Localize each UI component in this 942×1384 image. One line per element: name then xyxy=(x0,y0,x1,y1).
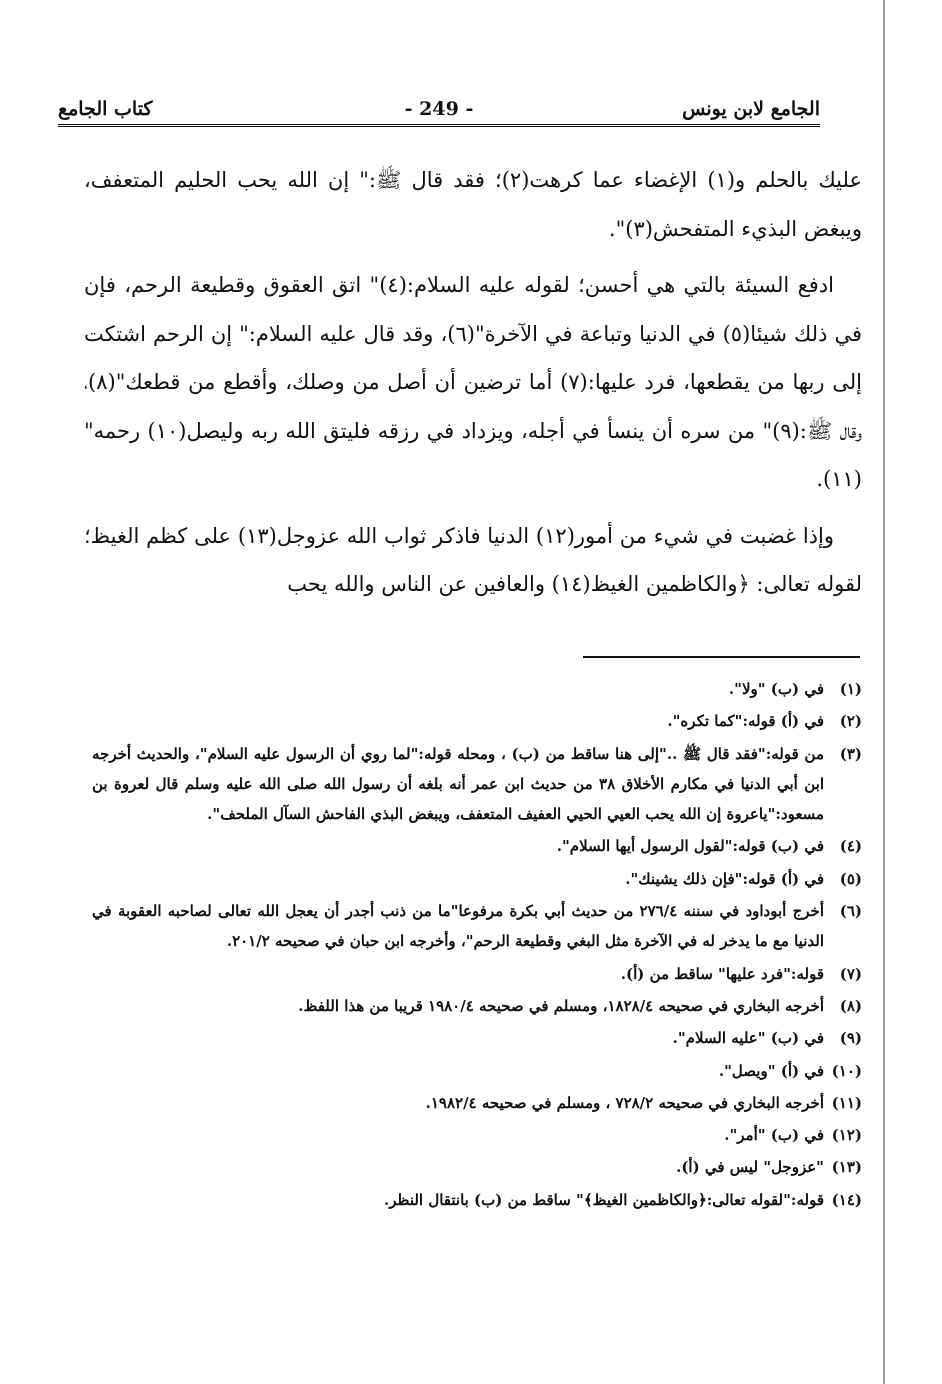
footnote-number: (٣) xyxy=(839,744,862,763)
footnote-number: (٨) xyxy=(839,996,862,1015)
footnote-item xyxy=(92,896,862,957)
footnote-number: (١٣) xyxy=(831,1158,862,1177)
footnote-number: (٢) xyxy=(839,712,862,731)
footnote-item xyxy=(92,991,862,1021)
footnote-text: في (ب) "ولا". xyxy=(728,680,824,698)
footnote-text: أخرجه البخاري في صحيحه ٧٢٨/٢ ، ومسلم في صحيحه ١٩٨٢/٤. xyxy=(425,1093,824,1112)
footnote-text: "عزوجل" ليس في (أ). xyxy=(676,1158,824,1177)
header-book-title: الجامع لابن يونس xyxy=(682,98,820,120)
footnote-number: (١٠) xyxy=(831,1061,862,1080)
header-rule xyxy=(58,124,820,127)
footnote-item xyxy=(92,674,862,704)
footnote-item xyxy=(92,1152,862,1182)
footnote-item xyxy=(92,1185,862,1215)
footnote-text: في (أ) قوله:"فإن ذلك يشينك". xyxy=(625,869,824,888)
footnotes xyxy=(92,674,862,1217)
footnote-item xyxy=(92,864,862,894)
running-header xyxy=(58,92,820,126)
footnote-item xyxy=(92,1120,862,1150)
footnote-text: في (ب) "عليه السلام". xyxy=(672,1029,824,1048)
footnote-text: قوله:"فرد عليها" ساقط من (أ). xyxy=(620,964,824,983)
footnote-number: (٦) xyxy=(839,902,862,921)
footnote-text: أخرج أبوداود في سننه ٢٧٦/٤ من حديث أبي بكرة مرفوعا"ما من ذنب أجدر أن يعجل الله تعالى لصاحبه العقوبة في الدنيا مع ما يدخر له في الآخرة مثل البغي وقطيعة الرحم"، وأخرجه ابن حبان في صحيحه ٢٠١/٢. xyxy=(92,902,824,951)
footnote-item xyxy=(92,959,862,989)
footnote-text: في (أ) "ويصل". xyxy=(718,1061,824,1080)
footnote-item xyxy=(92,1056,862,1086)
footnote-text: أخرجه البخاري في صحيحه ١٨٢٨/٤، ومسلم في صحيحه ١٩٨٠/٤ قريبا من هذا اللفظ. xyxy=(298,996,824,1015)
footnote-number: (٩) xyxy=(839,1029,862,1048)
footnote-text: من قوله:"فقد قال ﷺ .."إلى هنا ساقط من (ب) ، ومحله قوله:"لما روي أن الرسول عليه السلام"، والحديث أخرجه ابن أبي الدنيا في مكارم الأخلاق ٣٨ من حديث ابن عمر أنه بلغه أن رسول الله صلى الله عليه وسلم قال لعروة بن مسعود:"ياعروة إن الله يحب العيي الحيي العفيف المتعفف، ويبغض البذي الفاحش السآل الملحف". xyxy=(92,744,824,824)
footnote-number: (٥) xyxy=(839,869,862,888)
footnote-number: (١) xyxy=(839,680,862,698)
footnote-text: قوله:"لقوله تعالى:﴿والكاظمين الغيظ﴾" ساقط من (ب) بانتقال النظر. xyxy=(384,1190,824,1209)
footnote-text: في (ب) "أمر". xyxy=(724,1126,824,1145)
footnote-item xyxy=(92,706,862,736)
paragraph: وإذا غضبت في شيء من أمور(١٢) الدنيا فاذكر ثواب الله عزوجل(١٣) على كظم الغيظ؛ لقوله تعالى: ﴿والكاظمين الغيظ(١٤) والعافين عن الناس والله يحب xyxy=(84,523,862,596)
main-text xyxy=(84,156,862,617)
footnote-item xyxy=(92,831,862,861)
footnote-item xyxy=(92,1088,862,1118)
footnote-text: في (أ) قوله:"كما تكره". xyxy=(667,712,824,731)
paragraph: عليك بالحلم و(١) الإغضاء عما كرهت(٢)؛ فقد قال ﷺ:" إن الله يحب الحليم المتعفف، ويبغض البذيء المتفحش(٣)". xyxy=(84,168,862,241)
footnote-number: (١٤) xyxy=(831,1190,862,1209)
page-number: - 249 - xyxy=(404,98,474,120)
page-edge-line xyxy=(883,0,885,1384)
footnote-text: في (ب) قوله:"لقول الرسول أيها السلام". xyxy=(556,837,824,856)
footnote-number: (١١) xyxy=(831,1093,862,1112)
header-chapter-title: كتاب الجامع xyxy=(58,98,153,120)
paragraph: ادفع السيئة بالتي هي أحسن؛ لقوله عليه السلام:(٤)" اتق العقوق وقطيعة الرحم، فإن في ذلك شيئا(٥) في الدنيا وتباعة في الآخرة"(٦)، وقد قال عليه السلام:" إن الرحم اشتكت إلى ربها من يقطعها، فرد عليها:(٧) أما ترضين أن أصل من وصلك، وأقطع من قطعك"(٨)، وقال ﷺ:(٩)" من سره أن ينسأ في أجله، ويزداد في رزقه فليتق الله ربه وليصل(١٠) رحمه"(١١). xyxy=(84,273,863,491)
footnote-number: (٤) xyxy=(839,837,862,856)
footnote-item xyxy=(92,739,862,830)
footnote-item xyxy=(92,1023,862,1053)
footnote-number: (٧) xyxy=(839,964,862,983)
footnote-separator xyxy=(583,656,860,658)
footnote-number: (١٢) xyxy=(831,1126,862,1145)
